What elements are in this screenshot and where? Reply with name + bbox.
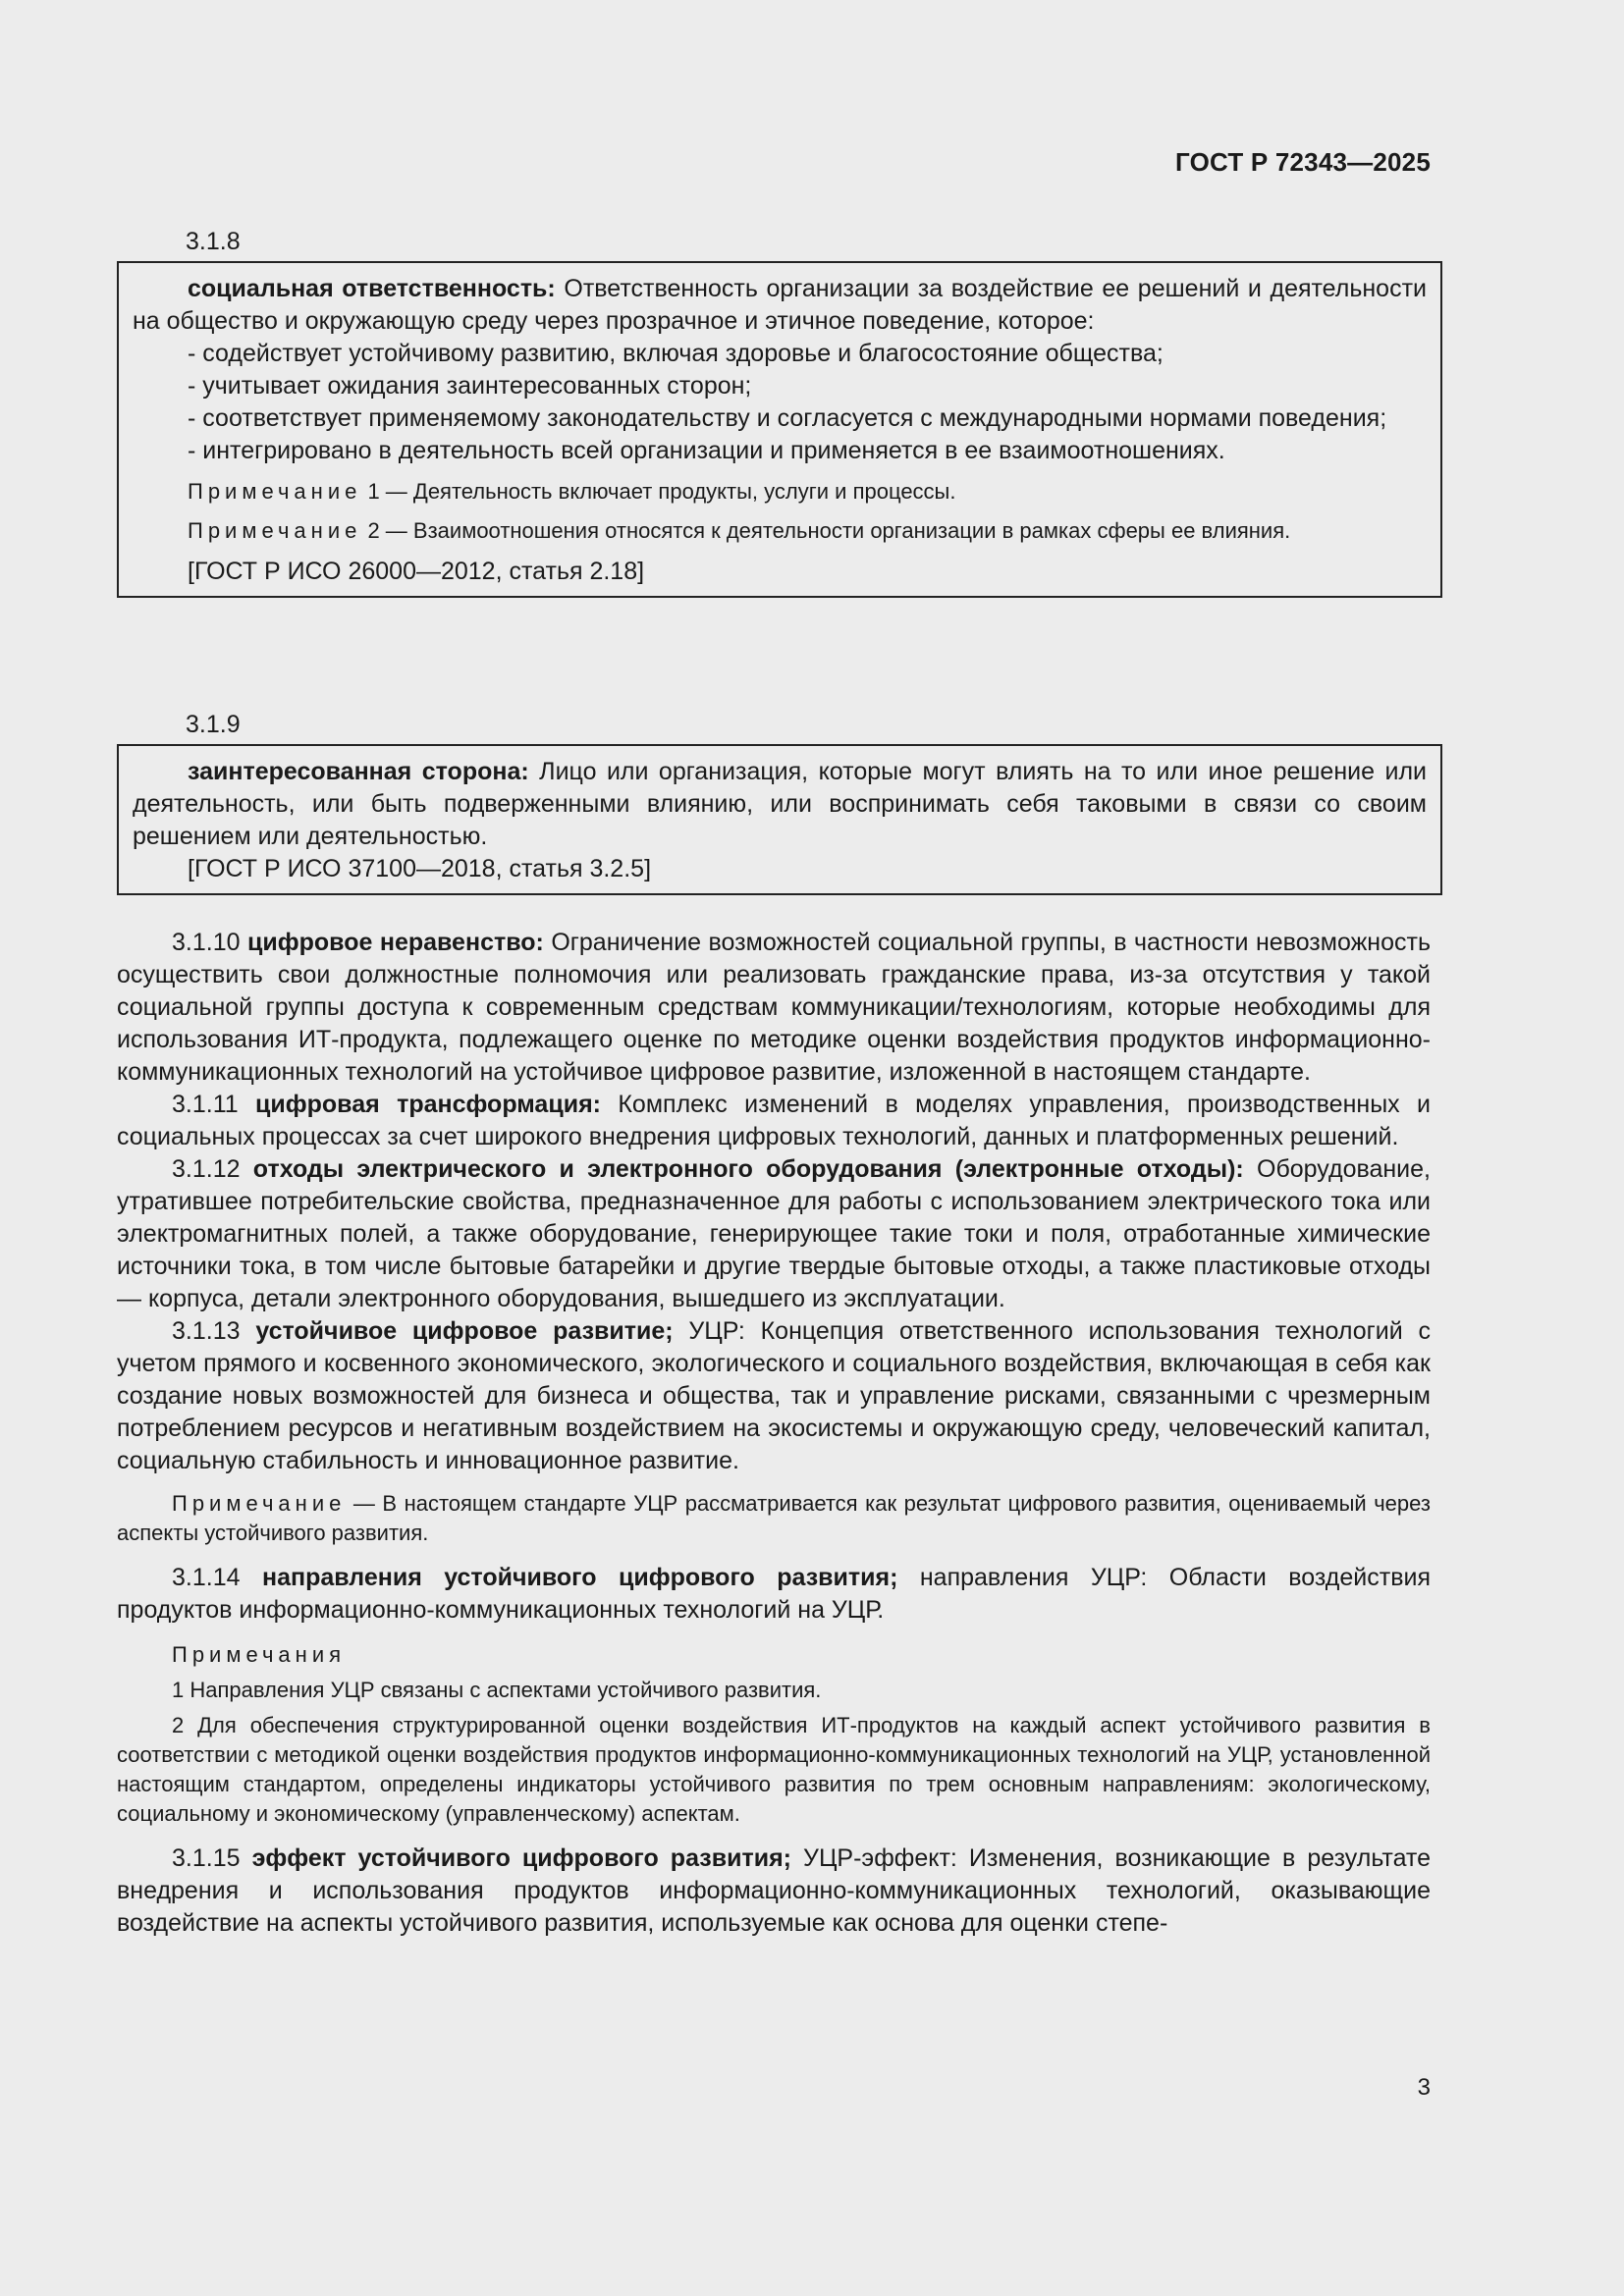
definition-text: Оборудование, утратившее потребительские свойства, предназначенное для работы с использованием электрического тока или электромагнитных полей, а также оборудование, генерирующее такие токи и поля, отработанные химические источники тока, в том числе бытовые батарейки и другие твердые бытовые отходы, а также пластиковые отходы — корпуса, детали электронного оборудования, вышедшего из эксплуатации. [117,1155,1431,1312]
term-3-1-10 [117,927,1431,1089]
term-number: 3.1.13 [172,1317,241,1345]
note-2: 2 Для обеспечения структурированной оценки воздействия ИТ-продуктов на каждый аспект устойчивого развития в соответствии с методикой оценки воздействия продуктов информационно-коммуникационных технологий на УЦР, установленной настоящим стандартом, определены индикаторы устойчивого развития по трем основным направлениям: экологическому, социальному и экономическому (управленческому) аспектам. [117,1713,1431,1826]
term-number-3-1-9: 3.1.9 [186,711,241,738]
list-item: - учитывает ожидания заинтересованных сторон; [188,372,752,400]
term-title: заинтересованная сторона: [188,758,529,785]
term-3-1-15 [117,1842,1431,1940]
term-number: 3.1.14 [172,1564,241,1591]
note-text: 1 — Деятельность включает продукты, услуги и процессы. [361,479,956,504]
list-item: - интегрировано в деятельность всей организации и применяется в ее взаимоотношениях. [188,437,1225,464]
term-title: социальная ответственность: [188,275,556,302]
definition-text: Ограничение возможностей социальной группы, в частности невозможность осуществить свои должностные полномочия или реализовать гражданские права, из-за отсутствия у такой социальной группы доступа к современным средствам коммуникации/технологиям, которые необходимы для использования ИТ-продукта, подлежащего оценке по методике оценки воздействия продуктов информационно-коммуникационных технологий на устойчивое цифровое развитие, изложенной в настоящем стандарте. [117,929,1431,1086]
note-label: Примечание [188,518,362,543]
term-title: цифровое неравенство: [247,929,544,956]
list-item: - содействует устойчивому развитию, включая здоровье и благосостояние общества; [188,340,1164,367]
definition-text: УЦР-эффект: Изменения, возникающие в результате внедрения и использования продуктов информационно-коммуникационных технологий, оказывающие воздействие на аспекты устойчивого развития, используемые как основа для оценки степе- [117,1844,1431,1937]
definition-text: Ответственность организации за воздействие ее решений и деятельности на общество и окружающую среду через прозрачное и этичное поведение, которое: [133,275,1427,335]
note-label: Примечание [188,479,362,504]
page-number: 3 [1417,2074,1431,2101]
term-number-3-1-8: 3.1.8 [186,228,241,255]
term-3-1-13 [117,1315,1431,1477]
term-3-1-11 [117,1089,1431,1153]
term-number: 3.1.12 [172,1155,241,1183]
term-box-3-1-8 [117,261,1442,598]
note-label: Примечание [172,1491,347,1516]
source-reference: [ГОСТ Р ИСО 37100—2018, статья 3.2.5] [188,855,652,882]
term-title: цифровая трансформация: [255,1091,601,1118]
term-definition [133,756,1427,853]
term-number: 3.1.11 [172,1091,239,1118]
note-3-1-13 [117,1489,1431,1548]
note-1 [133,477,1427,507]
term-number: 3.1.15 [172,1844,241,1872]
term-box-3-1-9 [117,744,1442,895]
note-1: 1 Направления УЦР связаны с аспектами устойчивого развития. [172,1678,822,1702]
definition-text: направления УЦР: Области воздействия продуктов информационно-коммуникационных технологий на УЦР. [117,1564,1431,1624]
term-title: отходы электрического и электронного оборудования (электронные отходы): [252,1155,1244,1183]
document-code: ГОСТ Р 72343—2025 [1175,147,1431,177]
term-title: устойчивое цифровое развитие; [255,1317,674,1345]
note-text: — В настоящем стандарте УЦР рассматривается как результат цифрового развития, оцениваемый через аспекты устойчивого развития. [117,1491,1431,1545]
note-2 [133,516,1427,546]
source-reference: [ГОСТ Р ИСО 26000—2012, статья 2.18] [188,558,645,585]
list-item: - соответствует применяемому законодательству и согласуется с международными нормами поведения; [188,404,1387,432]
term-3-1-12 [117,1153,1431,1315]
term-definition [133,273,1427,338]
terms-body [117,927,1431,1940]
term-number: 3.1.10 [172,929,241,956]
term-3-1-14 [117,1562,1431,1627]
term-title: направления устойчивого цифрового развития; [261,1564,898,1591]
definition-text: Комплекс изменений в моделях управления, производственных и социальных процессах за счет широкого внедрения цифровых технологий, данных и платформенных решений. [117,1091,1431,1150]
note-text: 2 — Взаимоотношения относятся к деятельности организации в рамках сферы ее влияния. [361,518,1291,543]
term-title: эффект устойчивого цифрового развития; [251,1844,791,1872]
definition-text: Лицо или организация, которые могут влиять на то или иное решение или деятельность, или быть подверженными влиянию, или воспринимать себя таковыми в связи со своим решением или деятельностью. [133,758,1427,850]
definition-text: УЦР: Концепция ответственного использования технологий с учетом прямого и косвенного экономического, экологического и социального воздействия, включающая в себя как создание новых возможностей для бизнеса и общества, так и управление рисками, связанными с чрезмерным потреблением ресурсов и негативным воздействием на экосистемы и окружающую среду, человеческий капитал, социальную стабильность и инновационное развитие. [117,1317,1431,1474]
notes-label: Примечания [172,1642,347,1667]
